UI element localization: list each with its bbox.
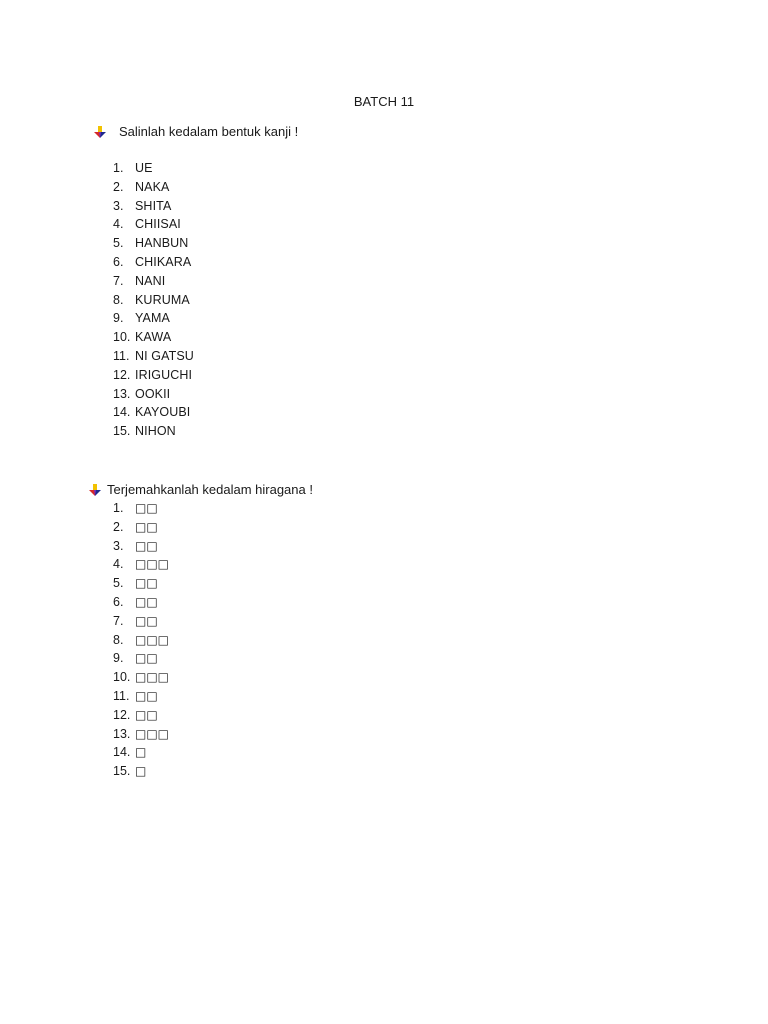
list-item xyxy=(113,687,169,706)
list-item xyxy=(113,649,169,668)
list-item-number: 2. xyxy=(113,179,124,194)
list-item xyxy=(113,272,194,291)
list-item xyxy=(113,291,194,310)
list-item-text: □□ xyxy=(135,651,158,666)
section1-heading-text: Salinlah kedalam bentuk kanji ! xyxy=(119,124,299,139)
list-item xyxy=(113,743,169,762)
section2-heading-text: Terjemahkanlah kedalam hiragana ! xyxy=(107,482,313,497)
document-title: BATCH 11 xyxy=(353,94,415,109)
list-item-text: □□ xyxy=(135,688,158,703)
list-item-text: □□□ xyxy=(135,557,170,572)
list-item xyxy=(113,762,169,781)
list-item-text: YAMA xyxy=(135,311,170,326)
section2-heading xyxy=(89,481,313,498)
list-item-text: HANBUN xyxy=(135,236,189,251)
list-item xyxy=(113,366,194,385)
list-item-number: 5. xyxy=(113,236,124,251)
list-item xyxy=(113,234,194,253)
list-item-text: □□□ xyxy=(135,632,170,647)
list-item-number: 8. xyxy=(113,632,124,647)
list-item xyxy=(113,309,194,328)
list-item-number: 7. xyxy=(113,273,124,288)
list-item-number: 7. xyxy=(113,613,124,628)
list-item-number: 14. xyxy=(113,405,131,420)
list-item-number: 8. xyxy=(113,292,124,307)
four-color-arrow-bullet-icon xyxy=(94,126,106,138)
list-item xyxy=(113,668,169,687)
list-item-text: □□ xyxy=(135,519,158,534)
list-item-number: 11. xyxy=(113,348,130,363)
list-item xyxy=(113,499,169,518)
list-item xyxy=(113,574,169,593)
list-item-number: 3. xyxy=(113,538,124,553)
list-item-text: UE xyxy=(135,161,153,175)
list-item-number: 13. xyxy=(113,386,131,401)
list-item-text: NAKA xyxy=(135,179,170,194)
list-item-number: 1. xyxy=(113,501,124,515)
list-item-number: 3. xyxy=(113,198,124,213)
list-item-text: CHIKARA xyxy=(135,254,192,269)
list-item-text: NANI xyxy=(135,273,166,288)
list-item xyxy=(113,159,194,178)
list-item-number: 4. xyxy=(113,217,124,232)
list-item-text: □□ xyxy=(135,538,158,553)
list-item-text: □ xyxy=(135,745,147,760)
list-item-number: 2. xyxy=(113,519,124,534)
list-item xyxy=(113,706,169,725)
list-item-number: 12. xyxy=(113,707,131,722)
list-item xyxy=(113,555,169,574)
list-item-text: □□ xyxy=(135,576,158,591)
list-item xyxy=(113,178,194,197)
list-item-text: OOKII xyxy=(135,386,171,401)
list-item xyxy=(113,328,194,347)
list-item-text: CHIISAI xyxy=(135,217,181,232)
list-item xyxy=(113,347,194,366)
list-item-number: 11. xyxy=(113,688,130,703)
list-item-number: 9. xyxy=(113,311,124,326)
list-item-text: □□□ xyxy=(135,670,170,685)
list-item xyxy=(113,385,194,404)
list-item-number: 6. xyxy=(113,594,124,609)
list-item-number: 5. xyxy=(113,576,124,591)
list-item xyxy=(113,725,169,744)
list-item-text: □□ xyxy=(135,501,158,515)
list-item xyxy=(113,593,169,612)
list-item-number: 9. xyxy=(113,651,124,666)
list-item-text: KURUMA xyxy=(135,292,190,307)
list-item-number: 4. xyxy=(113,557,124,572)
list-item-text: SHITA xyxy=(135,198,172,213)
list-item xyxy=(113,537,169,556)
list-item xyxy=(113,631,169,650)
list-item xyxy=(113,253,194,272)
list-item xyxy=(113,518,169,537)
list-item-number: 13. xyxy=(113,726,131,741)
list-item-number: 15. xyxy=(113,764,131,779)
list-item-text: □□ xyxy=(135,594,158,609)
list-item-number: 15. xyxy=(113,424,131,439)
list-item-text: □ xyxy=(135,764,147,779)
list-item-number: 10. xyxy=(113,330,131,345)
list-item-text: NIHON xyxy=(135,424,176,439)
list-item-text: KAYOUBI xyxy=(135,405,191,420)
list-item xyxy=(113,403,194,422)
list-item-text: NI GATSU xyxy=(135,348,194,363)
list-item-number: 10. xyxy=(113,670,131,685)
list-item-text: KAWA xyxy=(135,330,172,345)
list-item-text: □□□ xyxy=(135,726,170,741)
list-item xyxy=(113,612,169,631)
list-item xyxy=(113,422,194,441)
list-item-number: 1. xyxy=(113,161,124,175)
list-item-text: □□ xyxy=(135,613,158,628)
list-item xyxy=(113,197,194,216)
section1-heading xyxy=(94,123,298,140)
list-item-text: □□ xyxy=(135,707,158,722)
list-item-text: IRIGUCHI xyxy=(135,367,193,382)
list-item xyxy=(113,215,194,234)
section1-list xyxy=(113,159,194,441)
four-color-arrow-bullet-icon xyxy=(89,484,101,496)
section2-list xyxy=(113,499,169,781)
list-item-number: 12. xyxy=(113,367,131,382)
list-item-number: 14. xyxy=(113,745,131,760)
list-item-number: 6. xyxy=(113,254,124,269)
